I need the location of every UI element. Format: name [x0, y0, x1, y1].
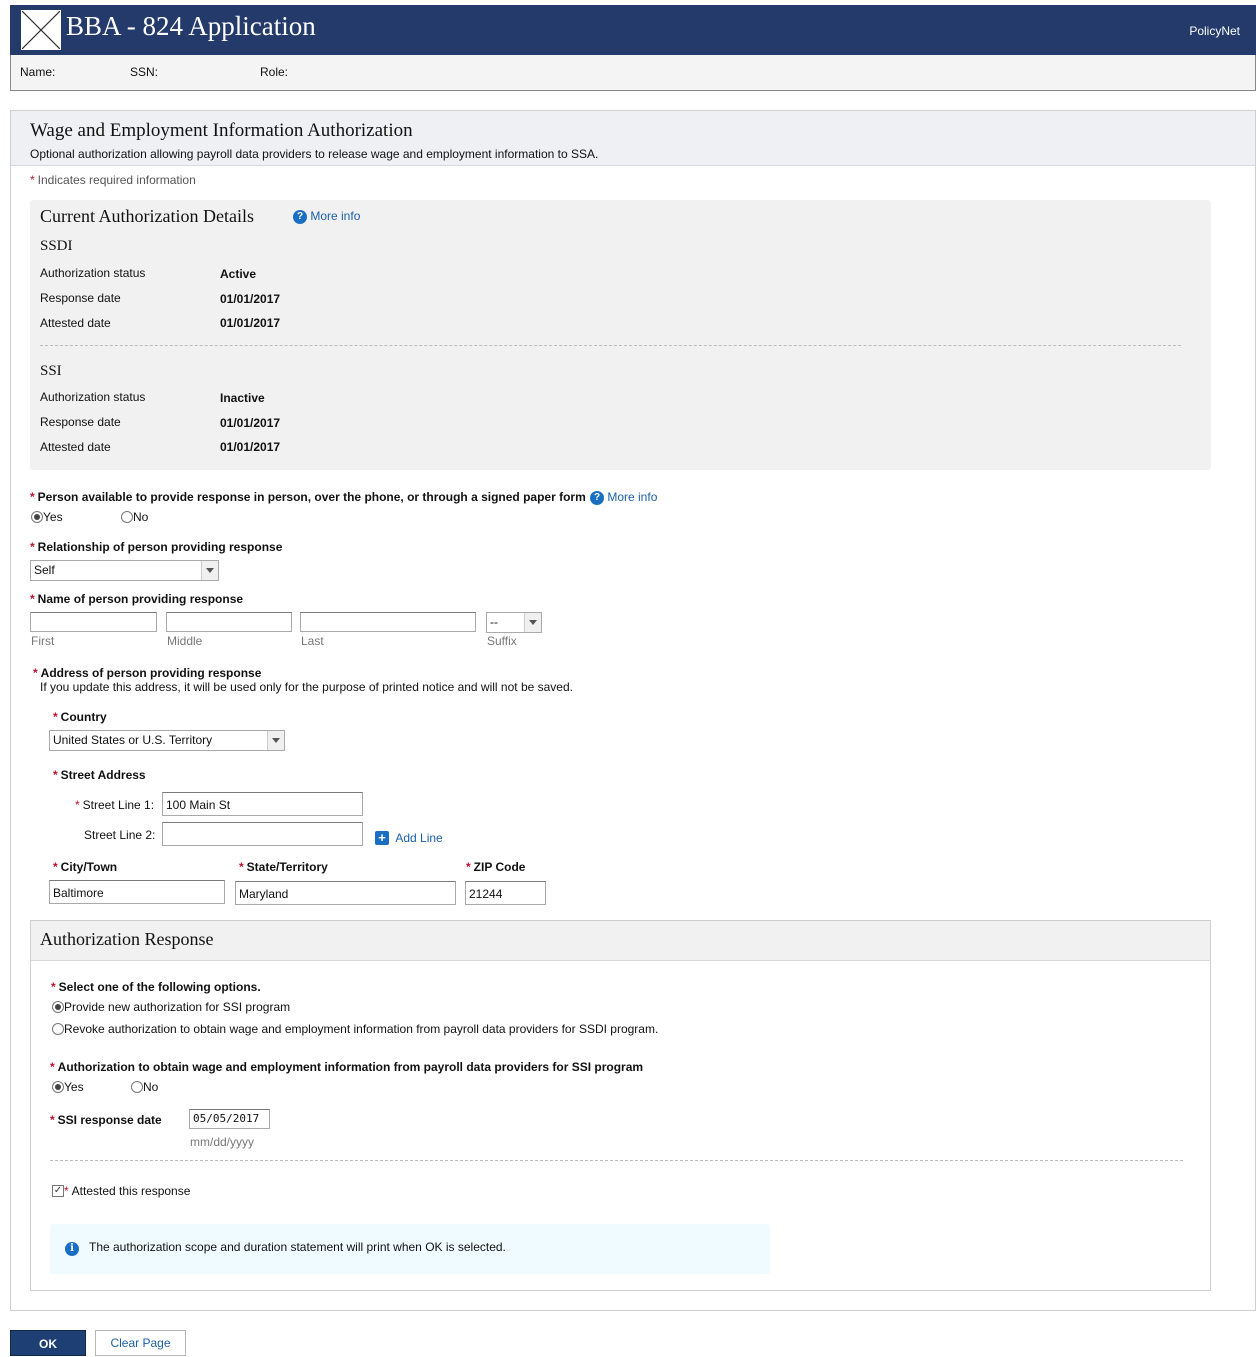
country-select[interactable] [49, 730, 285, 751]
attested-checkbox-row[interactable]: ✓ * Attested this response [53, 1184, 191, 1198]
suffix-hint: Suffix [487, 634, 517, 648]
street-address-label: * Street Address [53, 768, 146, 782]
chevron-down-icon[interactable] [201, 561, 218, 580]
street-line2-label: Street Line 2: [84, 828, 156, 842]
user-info-bar [10, 55, 1256, 91]
ssdi-status-label: Authorization status [40, 266, 146, 280]
info-message-box [50, 1224, 770, 1274]
page-title: Wage and Employment Information Authorization [30, 120, 413, 141]
ssi-response-date-value: 01/01/2017 [220, 416, 281, 430]
clear-page-button[interactable]: Clear Page [95, 1330, 186, 1356]
ssdi-response-date-label: Response date [40, 291, 121, 305]
city-input[interactable]: Baltimore [49, 880, 225, 904]
middle-hint: Middle [167, 634, 203, 648]
ssi-status-label: Authorization status [40, 390, 146, 404]
person-available-no-radio[interactable]: No [121, 510, 148, 524]
divider [50, 1160, 1183, 1161]
option-new-authorization-radio[interactable]: Provide new authorization for SSI program [52, 1000, 290, 1014]
radio-selected[interactable] [52, 1001, 64, 1013]
last-hint: Last [301, 634, 324, 648]
more-info-link[interactable]: ? More info [293, 209, 360, 224]
person-available-label: * Person available to provide response in person, over the phone, or through a signed paper form [30, 490, 586, 504]
ssdi-attested-date-label: Attested date [40, 316, 111, 330]
ssn-label: SSN: [130, 65, 159, 79]
authorization-response-title: Authorization Response [40, 929, 214, 949]
ssi-status-value: Inactive [220, 391, 265, 405]
ssdi-attested-date-value: 01/01/2017 [220, 316, 281, 330]
suffix-value: -- [490, 615, 498, 629]
zip-input[interactable]: 21244 [465, 881, 546, 905]
radio-selected[interactable] [52, 1081, 64, 1093]
app-header [10, 5, 1256, 55]
ssdi-heading: SSDI [40, 238, 73, 254]
city-label: * City/Town [53, 860, 118, 874]
first-hint: First [31, 634, 55, 648]
info-message: The authorization scope and duration statement will print when OK is selected. [89, 1240, 506, 1254]
chevron-down-icon[interactable] [267, 731, 284, 750]
zip-label: * ZIP Code [466, 860, 526, 874]
info-circle-icon: i [65, 1242, 79, 1256]
ssi-response-date-label: Response date [40, 415, 121, 429]
person-available-more-info-link[interactable]: ? More info [590, 490, 657, 505]
divider [40, 345, 1181, 346]
street-line2-input[interactable] [162, 822, 363, 846]
page-subtitle: Optional authorization allowing payroll data providers to release wage and employment information to SSA. [30, 147, 599, 161]
ssi-authorization-yes-radio[interactable]: Yes [52, 1080, 84, 1094]
plus-square-icon: + [375, 831, 389, 845]
name-label: * Name of person providing response [30, 592, 244, 606]
last-name-input[interactable] [300, 612, 476, 632]
ssi-attested-date-value: 01/01/2017 [220, 440, 281, 454]
radio-selected[interactable] [31, 511, 43, 523]
address-note: If you update this address, it will be used only for the purpose of printed notice and will not be saved. [40, 680, 573, 694]
ssi-response-date-label: * SSI response date [50, 1113, 162, 1127]
attested-checkbox[interactable]: ✓ [53, 1184, 63, 1196]
person-available-yes-radio[interactable]: Yes [31, 510, 63, 524]
state-input[interactable]: Maryland [235, 881, 456, 905]
ssi-attested-date-label: Attested date [40, 440, 111, 454]
ssi-authorization-label: * Authorization to obtain wage and employment information from payroll data providers for SSI program [50, 1060, 644, 1074]
date-format-hint: mm/dd/yyyy [190, 1135, 255, 1149]
question-circle-icon: ? [590, 491, 604, 505]
option-revoke-authorization-radio[interactable]: Revoke authorization to obtain wage and employment information from payroll data providers for SSDI program. [52, 1022, 658, 1036]
country-label: * Country [53, 710, 107, 724]
radio-unselected[interactable] [52, 1023, 64, 1035]
country-value: United States or U.S. Territory [53, 733, 213, 747]
ssi-heading: SSI [40, 363, 62, 379]
ssi-response-date-input[interactable]: 05/05/2017 [189, 1109, 270, 1129]
radio-unselected[interactable] [131, 1081, 143, 1093]
street-line1-input[interactable]: 100 Main St [162, 792, 363, 816]
ssdi-response-date-value: 01/01/2017 [220, 292, 281, 306]
broken-image-icon [21, 10, 61, 50]
radio-unselected[interactable] [121, 511, 133, 523]
name-label: Name: [20, 65, 56, 79]
ok-button[interactable]: OK [10, 1330, 86, 1356]
address-label: * Address of person providing response [33, 666, 262, 680]
current-details-title: Current Authorization Details [40, 206, 254, 226]
relationship-select[interactable] [30, 560, 219, 581]
role-label: Role: [260, 65, 289, 79]
options-label: * Select one of the following options. [51, 980, 261, 994]
add-line-button[interactable]: + Add Line [375, 831, 443, 845]
first-name-input[interactable] [30, 612, 157, 632]
current-authorization-box [30, 200, 1211, 470]
state-label: * State/Territory [239, 860, 328, 874]
product-name: PolicyNet [1189, 24, 1240, 38]
required-note: * Indicates required information [30, 173, 196, 187]
page-header [11, 111, 1255, 166]
app-title: BBA - 824 Application [66, 11, 316, 41]
relationship-value: Self [34, 563, 55, 577]
suffix-select[interactable] [486, 612, 542, 633]
question-circle-icon: ? [293, 210, 307, 224]
ssi-authorization-no-radio[interactable]: No [131, 1080, 158, 1094]
middle-name-input[interactable] [166, 612, 292, 632]
street-line1-label: * Street Line 1: [75, 798, 155, 812]
relationship-label: * Relationship of person providing response [30, 540, 283, 554]
authorization-response-header [31, 921, 1210, 961]
ssdi-status-value: Active [220, 267, 257, 281]
chevron-down-icon[interactable] [524, 613, 541, 632]
